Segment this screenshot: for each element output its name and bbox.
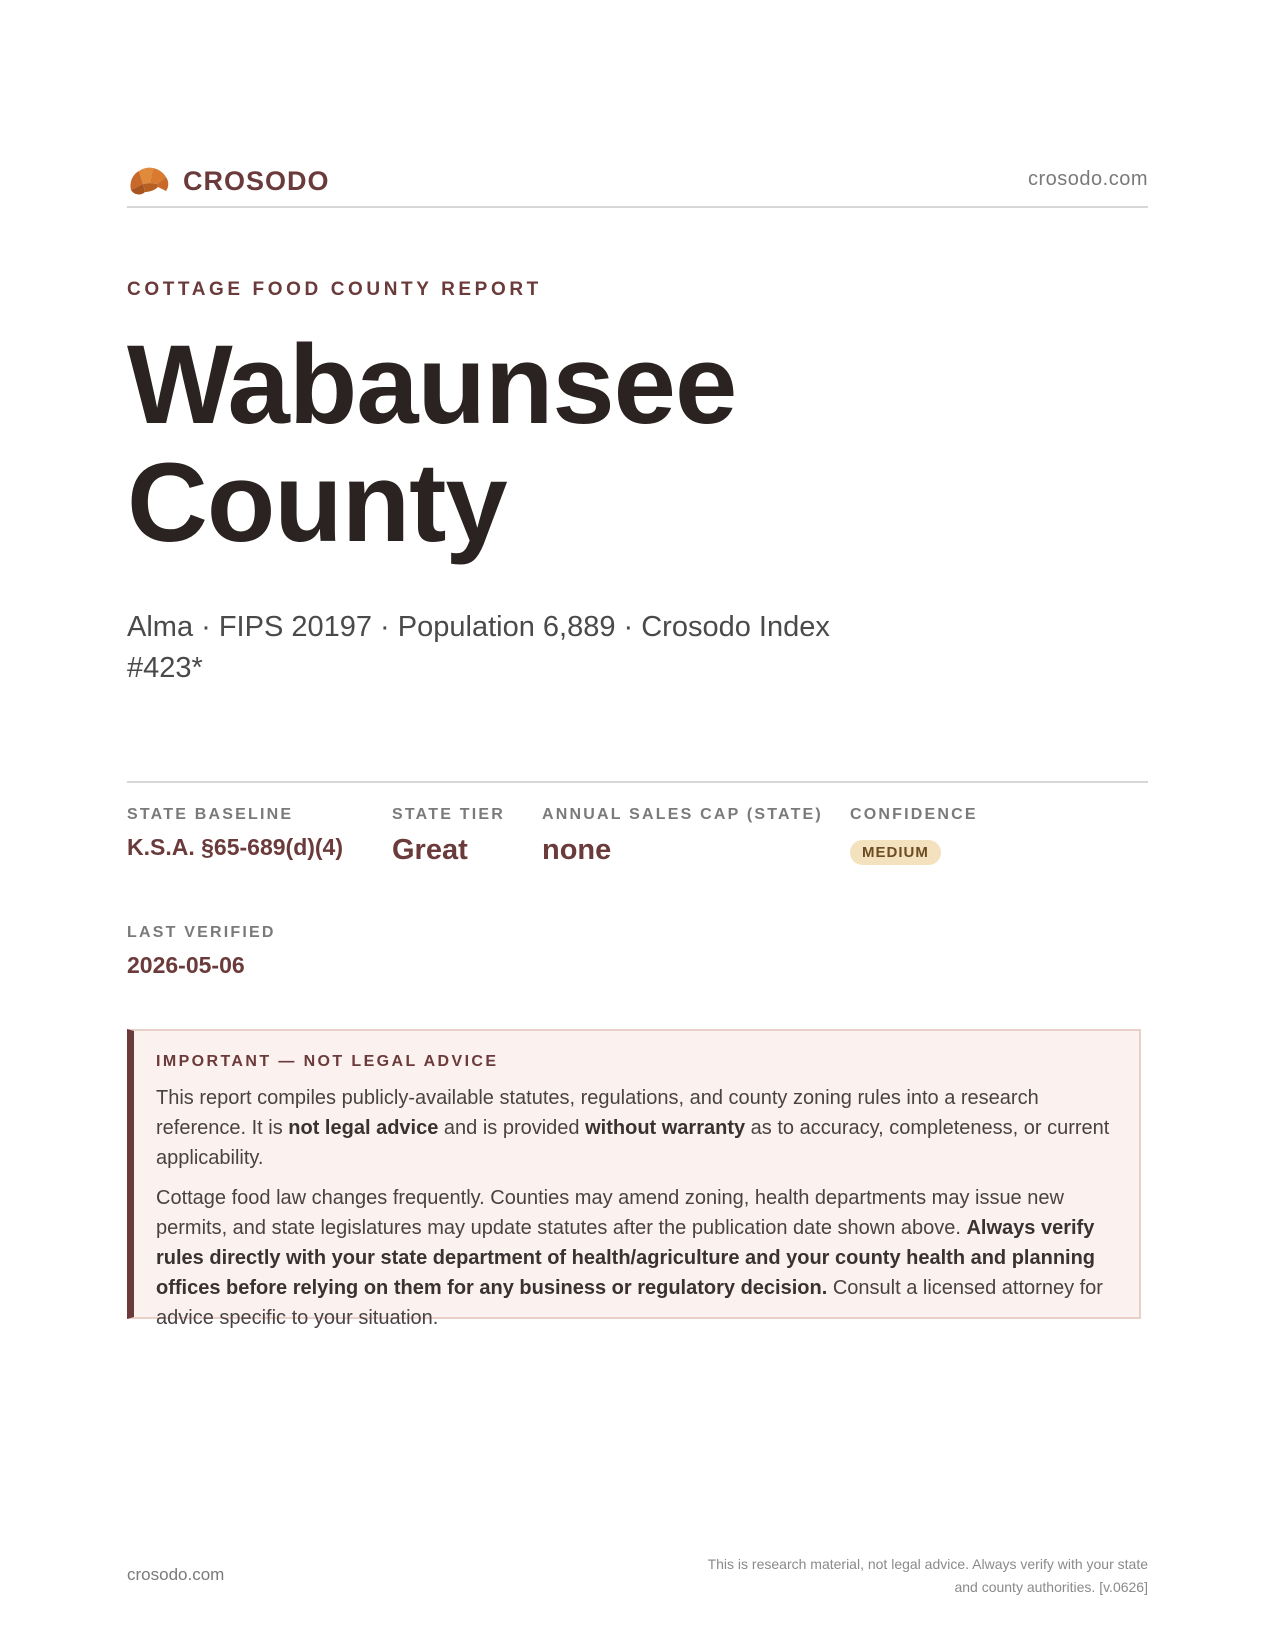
page-title	[127, 322, 737, 565]
fact-label: STATE TIER	[392, 806, 505, 823]
notice-emphasis: without warranty	[585, 1117, 746, 1139]
fact-label: CONFIDENCE	[850, 806, 978, 823]
footer-url[interactable]: crosodo.com	[127, 1565, 225, 1584]
fact-value: none	[542, 834, 612, 866]
fact-sales-cap	[542, 806, 823, 867]
notice-emphasis: not legal advice	[288, 1117, 439, 1139]
croissant-icon	[127, 162, 171, 200]
fact-state-tier	[392, 806, 505, 867]
header-url[interactable]: crosodo.com	[1028, 168, 1148, 190]
notice-paragraph-2	[156, 1183, 1115, 1333]
title-line-1: Wabaunsee	[127, 322, 737, 447]
fact-confidence	[850, 806, 978, 865]
report-eyebrow: COTTAGE FOOD COUNTY REPORT	[127, 279, 542, 300]
fact-last-verified	[127, 924, 276, 979]
fact-label: ANNUAL SALES CAP (STATE)	[542, 806, 823, 823]
footer-disclaimer-line-2: and county authorities. [v.0626]	[954, 1579, 1148, 1595]
fact-label: STATE BASELINE	[127, 806, 294, 823]
brand[interactable]	[127, 162, 330, 200]
notice-heading: IMPORTANT — NOT LEGAL ADVICE	[156, 1053, 499, 1070]
brand-name: CROSODO	[183, 165, 330, 196]
report-page	[127, 0, 1148, 1650]
footer-disclaimer-line-1: This is research material, not legal advice. Always verify with your state	[707, 1556, 1148, 1572]
notice-text: as to accuracy, completeness, or current applicability.	[156, 1117, 1110, 1169]
page-header	[127, 158, 1148, 208]
confidence-badge: MEDIUM	[850, 840, 941, 865]
fact-value: K.S.A. §65-689(d)(4)	[127, 834, 344, 860]
fact-label: LAST VERIFIED	[127, 924, 276, 941]
notice-paragraph-1	[156, 1083, 1115, 1173]
notice-emphasis: Always verify rules directly with your state department of health/agriculture and your county health and planning offices before relying on them for any business or regulatory decision.	[156, 1217, 1096, 1299]
notice-text: Consult a licensed attorney for advice specific to your situation.	[156, 1277, 1103, 1329]
notice-text: This report compiles publicly-available statutes, regulations, and county zoning rules into a research reference. It is	[156, 1087, 1039, 1139]
county-subtitle: Alma · FIPS 20197 · Population 6,889 · Crosodo Index #423*	[127, 611, 830, 684]
fact-value: Great	[392, 834, 468, 866]
footer-disclaimer	[588, 1553, 1148, 1599]
fact-value: 2026-05-06	[127, 952, 245, 978]
notice-text: and is provided	[438, 1117, 586, 1139]
notice-text: Cottage food law changes frequently. Counties may amend zoning, health departments may issue new permits, and state legislatures may update statutes after the publication date shown above.	[156, 1187, 1064, 1239]
title-line-2: County	[127, 440, 507, 565]
legal-notice	[127, 1029, 1141, 1329]
divider	[127, 781, 1148, 783]
fact-state-baseline	[127, 806, 343, 861]
